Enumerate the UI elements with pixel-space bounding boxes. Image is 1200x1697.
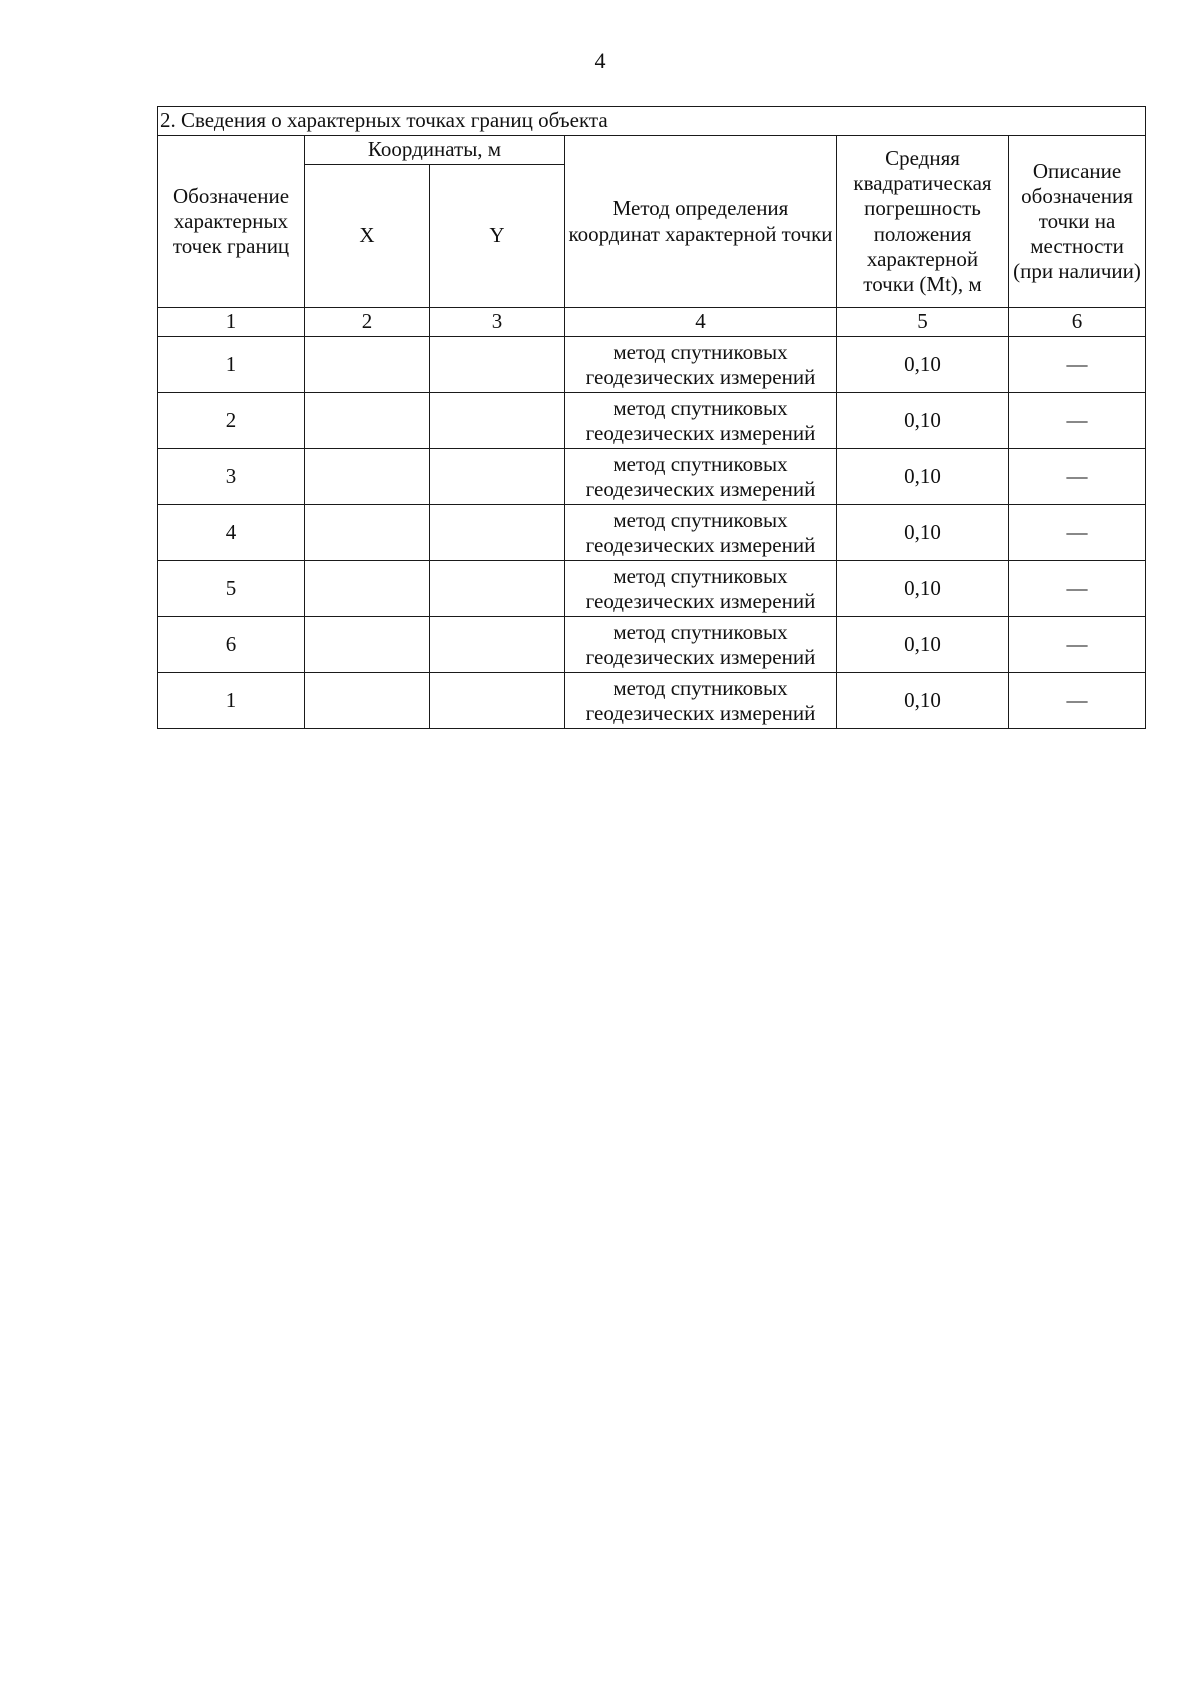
method-cell [565, 673, 837, 729]
point-cell: 5 [158, 561, 305, 617]
column-number: 5 [837, 308, 1009, 337]
y-cell [430, 449, 565, 505]
header-x: X [305, 165, 430, 308]
description-cell: — [1009, 449, 1146, 505]
table-title-row [158, 107, 1146, 136]
method-cell [565, 505, 837, 561]
table-row [158, 449, 1146, 505]
column-number: 3 [430, 308, 565, 337]
method-line: метод спутниковых [613, 620, 788, 645]
error-cell: 0,10 [837, 393, 1009, 449]
error-cell: 0,10 [837, 337, 1009, 393]
y-cell [430, 617, 565, 673]
column-number: 2 [305, 308, 430, 337]
method-line: геодезических измерений [585, 364, 816, 389]
y-cell [430, 673, 565, 729]
boundary-points-table [157, 106, 1146, 729]
method-line: метод спутниковых [613, 676, 788, 701]
column-number: 1 [158, 308, 305, 337]
x-cell [305, 337, 430, 393]
y-cell [430, 337, 565, 393]
column-number: 6 [1009, 308, 1146, 337]
x-cell [305, 617, 430, 673]
error-cell: 0,10 [837, 617, 1009, 673]
method-line: метод спутниковых [613, 508, 788, 533]
point-cell: 6 [158, 617, 305, 673]
method-cell [565, 393, 837, 449]
description-cell: — [1009, 337, 1146, 393]
method-cell [565, 617, 837, 673]
method-cell [565, 561, 837, 617]
error-cell: 0,10 [837, 561, 1009, 617]
point-cell: 4 [158, 505, 305, 561]
y-cell [430, 505, 565, 561]
method-line: геодезических измерений [585, 644, 816, 669]
method-cell [565, 449, 837, 505]
page-number: 4 [594, 48, 606, 73]
table-row [158, 393, 1146, 449]
x-cell [305, 449, 430, 505]
description-cell: — [1009, 617, 1146, 673]
header-rms-error: Средняя квадратическая погрешность положения характерной точки (Mt), м [837, 136, 1009, 308]
x-cell [305, 505, 430, 561]
table-row [158, 505, 1146, 561]
x-cell [305, 561, 430, 617]
table-row [158, 673, 1146, 729]
error-cell: 0,10 [837, 673, 1009, 729]
x-cell [305, 673, 430, 729]
point-cell: 1 [158, 337, 305, 393]
method-cell [565, 337, 837, 393]
header-method: Метод определения координат характерной точки [565, 136, 837, 308]
description-cell: — [1009, 561, 1146, 617]
method-line: метод спутниковых [613, 396, 788, 421]
y-cell [430, 393, 565, 449]
column-number: 4 [565, 308, 837, 337]
method-line: геодезических измерений [585, 476, 816, 501]
point-cell: 3 [158, 449, 305, 505]
column-numbers-row [158, 308, 1146, 337]
method-line: геодезических измерений [585, 420, 816, 445]
header-point-designation: Обозначение характерных точек границ [158, 136, 305, 308]
method-line: метод спутниковых [613, 564, 788, 589]
method-line: геодезических измерений [585, 532, 816, 557]
table-row [158, 617, 1146, 673]
description-cell: — [1009, 505, 1146, 561]
header-description: Описание обозначения точки на местности (при наличии) [1009, 136, 1146, 308]
header-coordinates: Координаты, м [305, 136, 565, 165]
method-line: геодезических измерений [585, 588, 816, 613]
table-row [158, 337, 1146, 393]
method-line: геодезических измерений [585, 700, 816, 725]
x-cell [305, 393, 430, 449]
point-cell: 2 [158, 393, 305, 449]
point-cell: 1 [158, 673, 305, 729]
header-y: Y [430, 165, 565, 308]
error-cell: 0,10 [837, 505, 1009, 561]
description-cell: — [1009, 393, 1146, 449]
section-title: 2. Сведения о характерных точках границ объекта [158, 107, 1146, 136]
header-row-1 [158, 136, 1146, 165]
table-row [158, 561, 1146, 617]
y-cell [430, 561, 565, 617]
description-cell: — [1009, 673, 1146, 729]
error-cell: 0,10 [837, 449, 1009, 505]
method-line: метод спутниковых [613, 452, 788, 477]
method-line: метод спутниковых [613, 340, 788, 365]
